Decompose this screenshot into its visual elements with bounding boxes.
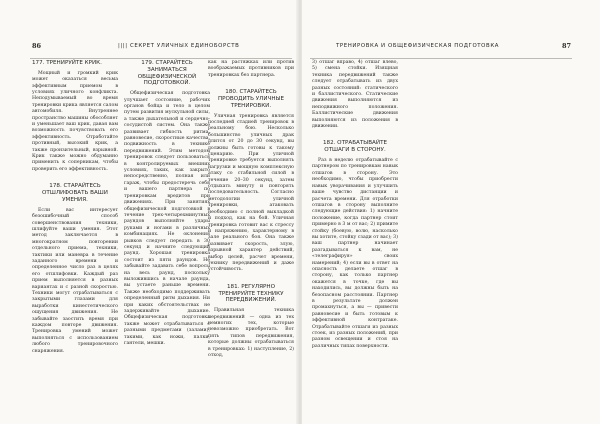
column-3 [208,60,294,359]
right-page [302,0,600,424]
left-page [0,0,298,424]
section-text: Общефизическая подготовка улучшает состояние, рабочих органов бойца и тело в целом путем развития мускульной силы, а также дыхательной и сердечно-сосудистой систем. Она также развивает гибкость ритма, равновесие, скоростные качества, подвижность в технике передвижений. Этим методом тренировок следует пользоваться в контролируемых внешних условиях, таких, как закрыто непосредственно, полная или гараж, чтобы предостеречь себя и вашего партнера по тренировкам вредитов при движениях. При занятиях общефизической подготовкой в течение трех-четырехминутных раундов выполняйте удары руками и ногами в различных комбинациях. Не оклонения рывков следует передать в 30 секунд и начните следующий раунд. Хорошая тренировка состоит из пяти раундов. Не забывайте задавать себе вопросы на весь раунд, поскольку выложившись в начале раунда, вы устаете раньше времени. Также необходимо поддерживать определенный ритм дыхания. Ни при каких обстоятельствах не задерживайте дыхание. Общефизическая подготовка также может отрабатываться с разными предметами (залами), такими, как ножи, палки, гантели, мешки. [124,91,210,347]
section-title: 177. ТРЕНИРУЙТЕ КРИК. [32,60,102,66]
section-title: 181. РЕГУЛЯРНО ТРЕНИРУЙТЕ ТЕХНИКУ ПЕРЕДВИЖЕНИЙ. [218,283,284,304]
page-number-left: 86 [32,42,42,50]
page-number-right: 87 [562,42,572,50]
section-text: 3) отшаг вправо, 4) отшаг влево, 5) смена стойки. Изящная техника передвижений также следует отрабатывать из двух разных состояний: статического и баллистического. Статические движения выполняются из неподвижного положения. Баллистические движения выполняются из положения в движении. [312,60,398,130]
column-2 [124,60,210,347]
header-rule-right [310,58,572,59]
section-text: Если вас интересует безошибочный способ совершенствования техники, шлифуйте ваши умения. Этот метод заключается в многократном повторении отдельного приема, техники, тактики или маневра в течение заданного времени и определенное число раз в целях его отшлифовки. Каждый раз прием выполняется в разных вариантах и с разной скоростью. Техники могут отрабатываться с закрытыми глазами для выработки кинестетического ощущения движения. Не забывайте заостить время при каждом повторе движения. Тренировка умений может выполняться с использованием любого тренировочного снаряжения. [32,207,118,354]
header-rule-left [30,58,292,59]
running-header-right: ТРЕНИРОВКА И ОБЩЕФИЗИЧЕСКАЯ ПОДГОТОВКА [336,43,500,49]
section-text: Уличная тренировка является последней стадией тренировок в реальному бою. Несколько большинство уличных драк длится от 20 до 30 секунд, вы должны быть готовы к такому сценарию. При уличной тренировке требуется выполнять нагрузки и мощную комплексную атаку со стабильной силой в течение 20–30 секунд, затем отдыхать минуту и повторять последовательность. Согласно методологии уличной тренировки, атаковать необходимо с полной выкладкой и подход, как на бой. Уличная тренировка готовит вас к стрессу и напряжению, характерному в зале реального боя. Она также развивает скорость, злую, взрывной характер действий, выбор целей, расчет времени, технику передвижений и даже устойчивость. [208,113,294,273]
column-1 [32,60,118,355]
section-title: 178. СТАРАЙТЕСЬ ОТШЛИФОВАТЬ ВАШИ УМЕНИЯ. [42,183,108,203]
column-4 [312,60,398,350]
section-text: Раз в неделю отрабатывайте с партнером по тренировкам навык отшагов в сторону. Это необходимо, чтобы приобрести навык уворачивания и улучшить ваше чувство дистанции и расчета времени. Для отработки отшагов в сторону выполните следующие действия: 1) начните положение, когда партнер стоит примерно в 3 м от вас; 2) примите стойку (боевую, волю, насколько вы хотите, стойку сзади от вас); 3) ваш партнер начинает разгадываться к вам, не «телеграфируя» своих намерений; 4) если вы в ответ на опасность делаете отшаг в сторону, как только партнер окажется в точке, где вы находились, вы должны быть на безопасном расстоянии. Партнер в результате должен промахнуться, а вы — привести равновесие и быть готовым к эффективной контратаке. Отрабатывайте отшаги из разных стоек, из разных положений, при разном освещении и стоя на различных типах поверхности. [312,158,398,349]
section-text: Правильная техника передвижений — одна из тех немногих тех, которые невозможно приобретать. Вот пять типов передвижения, которые должны отрабатываться в тренировках: 1) наступление, 2) отход, [208,308,294,358]
section-text: Мощный и громкий крик может оказаться весьма эффективным приемом в условиях уличного конфликта. Неподумываемый во время тренировки крика является салом автомобиля. Внутреннее пространство машины обособляет и уменьшает ваш крик, давая вам возможность почувствовать его эффективность. Отработайте противный, высокий крик, а также пронзительный, взрывной. Крик также можно обдуманно применить к соперникам, чтобы проверить его эффективность. [32,70,118,172]
section-title: 180. СТАРАЙТЕСЬ ПРОВОДИТЬ УЛИЧНЫЕ ТРЕНИРОВКИ. [217,89,285,109]
running-header-left: |||| СЕКРЕТ УЛИЧНЫХ ЕДИНОБОРСТВ [118,43,240,49]
section-title: 182. ОТРАБАТЫВАЙТЕ ОТШАГИ В СТОРОНУ. [322,140,388,154]
section-title: 179. СТАРАЙТЕСЬ ЗАНИМАТЬСЯ ОБЩЕФИЗИЧЕСКОЙ ПОДГОТОВКОЙ. [137,60,197,87]
section-text: как на растяжках или против воображаемых противников при тренировках без партнера. [208,60,294,78]
